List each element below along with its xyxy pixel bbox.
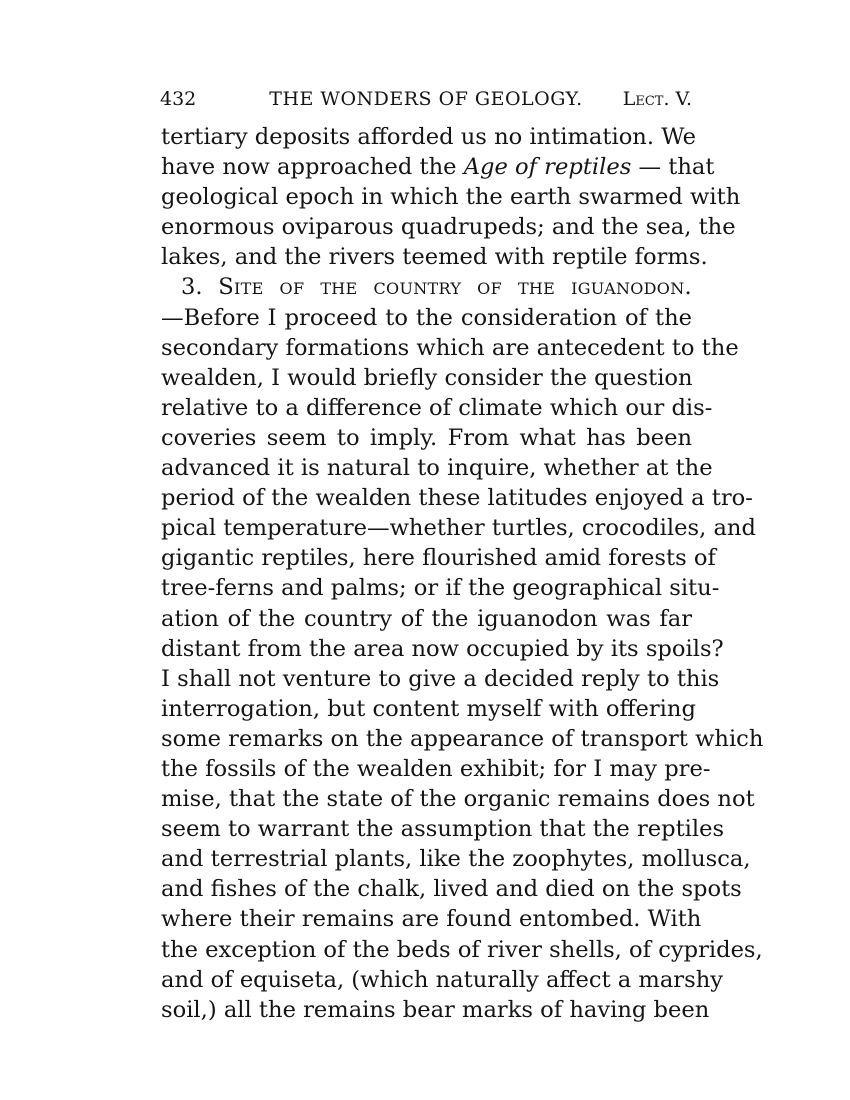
- text-line: I shall not venture to give a decided reply to this: [161, 665, 720, 692]
- text-line: period of the wealden these latitudes enjoyed a tro-: [161, 485, 753, 512]
- text-line: the fossils of the wealden exhibit; for I may pre-: [161, 755, 711, 782]
- running-title: THE WONDERS OF GEOLOGY.: [269, 88, 583, 110]
- text-line: pical temperature—whether turtles, crocodiles, and: [161, 515, 756, 542]
- text-line: lakes, and the rivers teemed with reptile forms.: [161, 244, 708, 271]
- running-header: [160, 84, 692, 114]
- section-title: Site of the country of the iguanodon.: [218, 274, 693, 301]
- text-line: tree-ferns and palms; or if the geographical situ-: [161, 575, 720, 602]
- text-line: gigantic reptiles, here flourished amid forests of: [161, 545, 716, 572]
- text-line: seem to warrant the assumption that the reptiles: [161, 816, 725, 843]
- text-line: some remarks on the appearance of transport which: [161, 725, 764, 752]
- body-text: [161, 122, 764, 1025]
- text-line: and terrestrial plants, like the zoophytes, mollusca,: [161, 846, 751, 873]
- italic-phrase: Age of reptiles: [463, 154, 632, 181]
- text-line: relative to a difference of climate which our dis-: [161, 394, 713, 421]
- text-line: soil,) all the remains bear marks of having been: [161, 996, 710, 1023]
- page-number: 432: [160, 88, 197, 110]
- text-line: have now approached the Age of reptiles — that: [161, 154, 715, 181]
- text-line: coveries seem to imply. From what has been: [161, 424, 692, 451]
- lecture-reference: Lect. V.: [622, 88, 692, 110]
- text-line: and fishes of the chalk, lived and died on the spots: [161, 876, 742, 903]
- text-line: and of equiseta, (which naturally affect a marshy: [161, 966, 724, 993]
- text-line: interrogation, but content myself with offering: [161, 695, 696, 722]
- text-line: distant from the area now occupied by its spoils?: [161, 635, 724, 662]
- section-heading: [161, 272, 692, 302]
- text-line: wealden, I would briefly consider the question: [161, 364, 693, 391]
- text-line: secondary formations which are antecedent to the: [161, 334, 739, 361]
- text-line: ation of the country of the iguanodon was far: [161, 605, 692, 632]
- text-line: geological epoch in which the earth swarmed with: [161, 184, 741, 211]
- text-line: tertiary deposits afforded us no intimation. We: [161, 124, 696, 150]
- text-line: advanced it is natural to inquire, whether at the: [161, 455, 713, 482]
- text-line: where their remains are found entombed. With: [161, 906, 702, 933]
- text-line: the exception of the beds of river shells, of cyprides,: [161, 936, 763, 963]
- text-line: —Before I proceed to the consideration of the: [161, 304, 692, 331]
- text-line: mise, that the state of the organic remains does not: [161, 786, 755, 813]
- text-line: enormous oviparous quadrupeds; and the sea, the: [161, 214, 736, 241]
- section-number: 3.: [181, 274, 203, 301]
